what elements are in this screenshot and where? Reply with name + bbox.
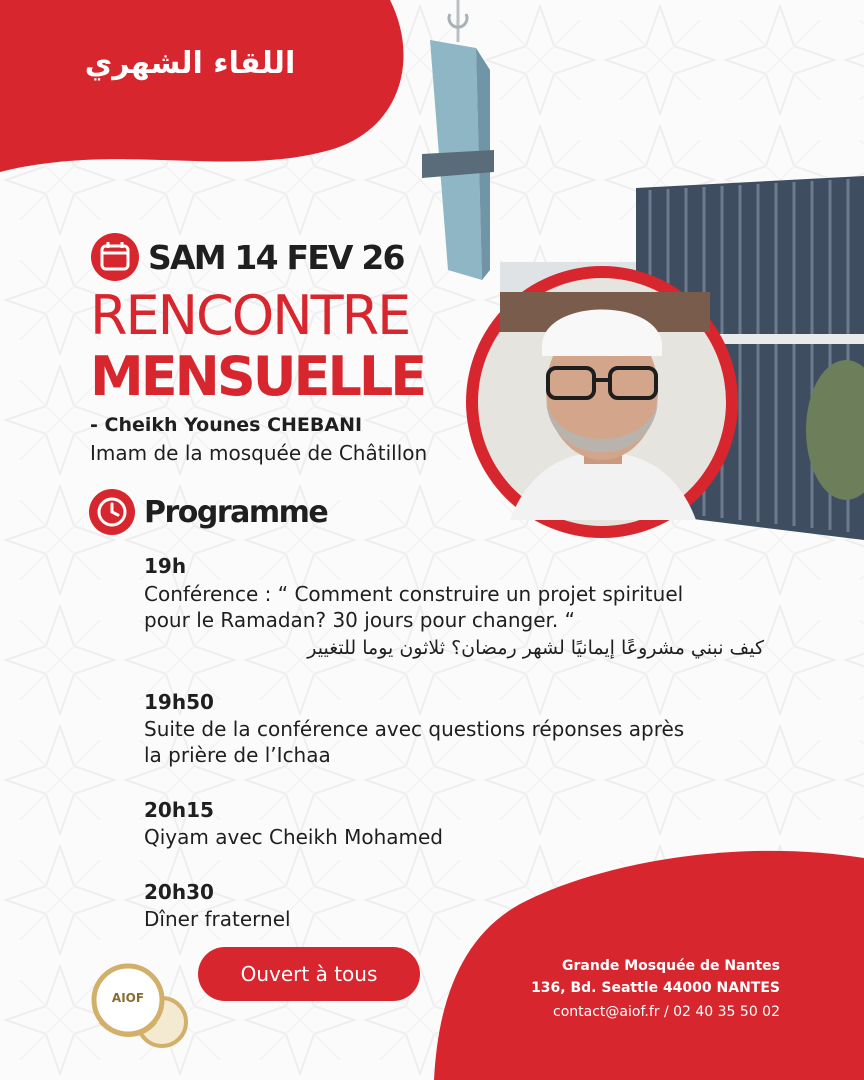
programme-time: 19h50 xyxy=(144,690,214,714)
venue-address: 136, Bd. Seattle 44000 NANTES xyxy=(531,980,780,996)
programme-description: Conférence : “ Comment construire un projet spirituel xyxy=(144,582,684,606)
programme-time: 20h15 xyxy=(144,798,214,822)
event-date: SAM 14 FEV 26 xyxy=(148,237,404,277)
title-line-2: MENSUELLE xyxy=(90,345,425,408)
title-line-1: RENCONTRE xyxy=(90,284,410,347)
contact-info: contact@aiof.fr / 02 40 35 50 02 xyxy=(553,1004,780,1020)
programme-heading-row xyxy=(88,488,327,536)
programme-description: Qiyam avec Cheikh Mohamed xyxy=(144,825,444,849)
arabic-title: اللقاء الشهري xyxy=(84,46,296,81)
venue-name: Grande Mosquée de Nantes xyxy=(562,958,780,974)
speaker-name: - Cheikh Younes CHEBANI xyxy=(90,414,363,436)
programme-description: pour le Ramadan? 30 jours pour changer. “ xyxy=(144,608,575,632)
date-row xyxy=(90,232,404,282)
speaker-portrait xyxy=(466,266,738,538)
programme-description: Suite de la conférence avec questions réponses après xyxy=(144,717,685,741)
programme-description-arabic: كيف نبني مشروعًا إيمانيًا لشهر رمضان؟ ثلاثون يوما للتغيير xyxy=(307,637,764,659)
programme-time: 19h xyxy=(144,554,187,578)
programme-time: 20h30 xyxy=(144,880,214,904)
logo-text: AIOF xyxy=(111,991,145,1005)
programme-description: la prière de l’Ichaa xyxy=(144,743,331,767)
programme-description: Dîner fraternel xyxy=(144,907,291,931)
clock-icon xyxy=(88,488,136,536)
programme-heading: Programme xyxy=(144,494,328,530)
speaker-role: Imam de la mosquée de Châtillon xyxy=(90,441,428,465)
open-to-all-button[interactable]: Ouvert à tous xyxy=(198,947,420,1001)
calendar-icon xyxy=(90,232,140,282)
